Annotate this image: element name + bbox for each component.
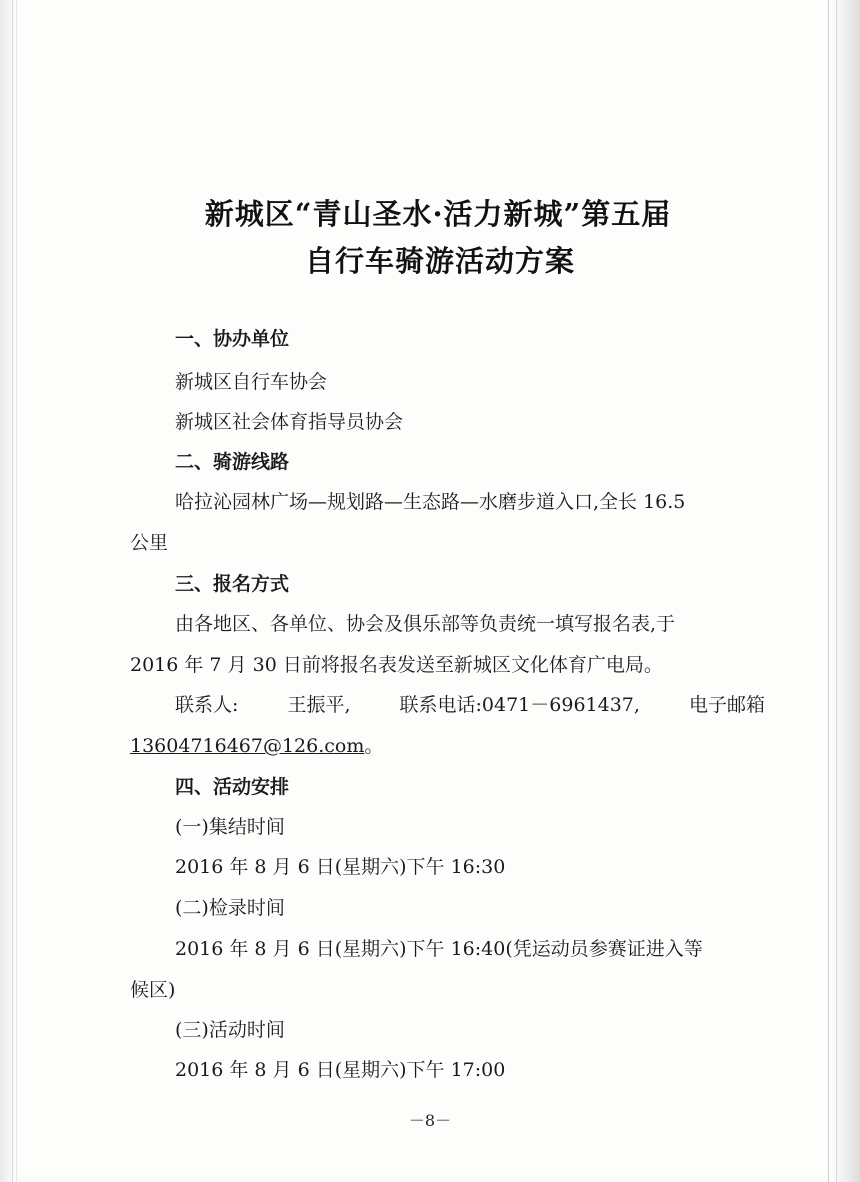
email-period: 。 [364,735,384,757]
document-title-line-2: 自行车骑游活动方案 [304,244,575,278]
organizer-item: 新城区自行车协会 [175,371,328,393]
email-line [130,731,383,758]
section-heading-schedule: 四、活动安排 [175,776,290,798]
assembly-time: 2016 年 8 月 6 日(星期六)下午 16:30 [175,856,506,878]
document-title-line-1: 新城区“青山圣水·活力新城”第五届 [204,197,672,231]
contact-name: 王振平, [287,694,351,716]
section-heading-route: 二、骑游线路 [175,451,290,473]
email-address[interactable]: 13604716467@126.com [130,735,365,757]
contact-phone: 联系电话:0471－6961437, [399,694,640,716]
section-heading-organizers: 一、协办单位 [175,328,290,350]
registration-text: 由各地区、各单位、协会及俱乐部等负责统一填写报名表,于 [175,613,676,635]
page-number: －8－ [408,1111,452,1130]
scan-edge-line [828,0,829,1182]
schedule-subheading-activity: (三)活动时间 [175,1019,285,1041]
registration-text-continued: 2016 年 7 月 30 日前将报名表发送至新城区文化体育广电局。 [130,654,663,676]
scan-edge-line [12,0,13,1182]
activity-time: 2016 年 8 月 6 日(星期六)下午 17:00 [175,1059,506,1081]
checkin-time: 2016 年 8 月 6 日(星期六)下午 16:40(凭运动员参赛证进入等 [175,938,703,960]
route-text: 哈拉沁园林广场—规划路—生态路—水磨步道入口,全长 16.5 [175,491,686,513]
checkin-time-continued: 候区) [130,979,176,1001]
section-heading-registration: 三、报名方式 [175,573,290,595]
scan-edge-line [836,0,837,1182]
contact-label: 联系人: [175,694,239,716]
schedule-subheading-checkin: (二)检录时间 [175,897,285,919]
contact-line [175,690,765,717]
organizer-item: 新城区社会体育指导员协会 [175,411,404,433]
route-text-continued: 公里 [130,532,169,554]
scan-edge-line [16,0,17,1182]
email-label: 电子邮箱 [688,694,765,716]
schedule-subheading-assembly: (一)集结时间 [175,816,285,838]
scan-edge-left [0,0,16,1182]
